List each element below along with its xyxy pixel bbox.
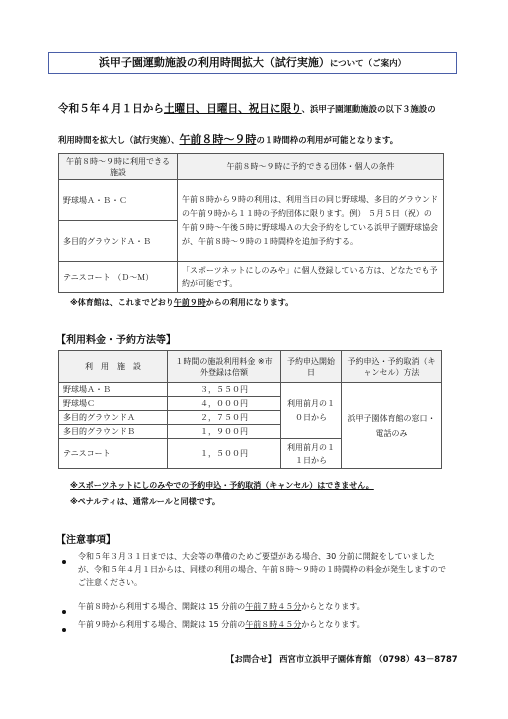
table-row: 多目的グラウンドＡ (59, 411, 168, 425)
document-title (48, 52, 457, 74)
note-no-online: ※スポーツネットにしのみやでの予約申込・予約取消（キャンセル）はできません。 (70, 481, 374, 490)
bullet-3-time: 午前８時４５分 (245, 620, 302, 629)
table2-method: 浜甲子園体育館の窓口・電話のみ (342, 383, 442, 469)
note-gym-a: ※体育館は、これまでどおり (70, 298, 174, 307)
note-gym-time: 午前９時 (173, 298, 206, 307)
fees-table (58, 350, 442, 469)
table-row: 野球場Ａ・Ｂ (59, 383, 168, 397)
note-gym (70, 297, 293, 308)
table2-header-fee: １時間の施設利用料金 ※市外登録は倍額 (168, 351, 281, 383)
table2-start-10th: 利用前月の１０日から (281, 383, 342, 439)
intro-line-2 (58, 133, 398, 147)
table1-header-facility: 午前８時～９時に利用できる施設 (59, 154, 178, 180)
fee-cell: １，９００円 (168, 425, 281, 439)
note-penalty: ※ペナルティは、通常ルールと同様です。 (70, 497, 220, 506)
title-main: 浜甲子園運動施設の利用時間拡大（試行実施） (98, 56, 330, 69)
table1-condition-ground: 午前８時から９時の利用は、利用当日の同じ野球場、多目的グラウンドの午前９時から１１時の予約団体に限ります。例） ５月５日（祝）の午前９時～午後５時に野球場Ａの大会予約をしている浜甲子園野球協会が、午前８時～９時の１時間枠を追加予約する。 (178, 180, 444, 262)
bullet-3 (78, 618, 365, 631)
table1-facility-tennis: テニスコート （Ｄ～Ｍ） (59, 262, 178, 293)
intro-weekend: 土曜日、日曜日、祝日に限り (163, 103, 302, 115)
bullet-2-c: からとなります。 (301, 602, 365, 611)
section-fees: 【利用料金・予約方法等】 (56, 335, 176, 346)
table-row: テニスコート (59, 439, 168, 469)
fee-cell: ２，７５０円 (168, 411, 281, 425)
intro-expand: 利用時間を拡大し（試行実施）、 (58, 135, 180, 145)
table1-condition-tennis: 「スポーツネットにしのみや」に個人登録している方は、どなたでも予約が可能です。 (178, 262, 444, 293)
fee-cell: ４，０００円 (168, 397, 281, 411)
section-caution: 【注意事項】 (56, 535, 116, 546)
intro-date: 令和５年４月１日から (58, 103, 164, 115)
table1-header-condition: 午前８時～９時に予約できる団体・個人の条件 (178, 154, 444, 180)
table2-start-11th: 利用前月の１１日から (281, 439, 342, 469)
table-row: 多目的グラウンドＢ (59, 425, 168, 439)
bullet-2 (78, 600, 365, 613)
table2-header-facility: 利 用 施 設 (59, 351, 168, 383)
bullet-dot-3 (62, 623, 66, 636)
contact-info: 【お問合せ】 西宮市立浜甲子園体育館 （0798）43－8787 (226, 654, 458, 664)
table1-facility-ground: 多目的グラウンドＡ・Ｂ (59, 221, 178, 262)
bullet-2-a: 午前８時から利用する場合、開錠は 15 分前の (78, 602, 246, 611)
table1-facility-baseball: 野球場Ａ・Ｂ・Ｃ (59, 180, 178, 221)
bullet-dot-1 (62, 555, 66, 568)
table2-header-method: 予約申込・予約取消（キャンセル）方法 (342, 351, 442, 383)
bullet-2-time: 午前７時４５分 (245, 602, 302, 611)
title-suffix: について（ご案内） (329, 59, 407, 69)
facility-conditions-table (58, 153, 444, 293)
intro-facilities: 、浜甲子園運動施設の以下３施設の (301, 104, 436, 114)
intro-time: 午前８時～９時 (179, 133, 257, 146)
note-gym-c: からの利用になります。 (205, 298, 294, 307)
intro-available: の１時間枠の利用が可能となります。 (256, 135, 399, 145)
fee-cell: ３，５５０円 (168, 383, 281, 397)
bullet-3-a: 午前９時から利用する場合、開錠は 15 分前の (78, 620, 246, 629)
bullet-3-c: からとなります。 (301, 620, 365, 629)
bullet-dot-2 (62, 605, 66, 618)
intro-line-1 (58, 103, 436, 116)
table2-header-start: 予約申込開始日 (281, 351, 342, 383)
table-row: 野球場Ｃ (59, 397, 168, 411)
fee-cell: １，５００円 (168, 439, 281, 469)
bullet-1: 令和５年３月３１日までは、大会等の準備のためご要望がある場合、30 分前に開錠をしていましたが、令和５年４月１日からは、同様の利用の場合、午前８時～９時の１時間枠の料金が発生しますのでご注意ください。 (78, 552, 446, 587)
